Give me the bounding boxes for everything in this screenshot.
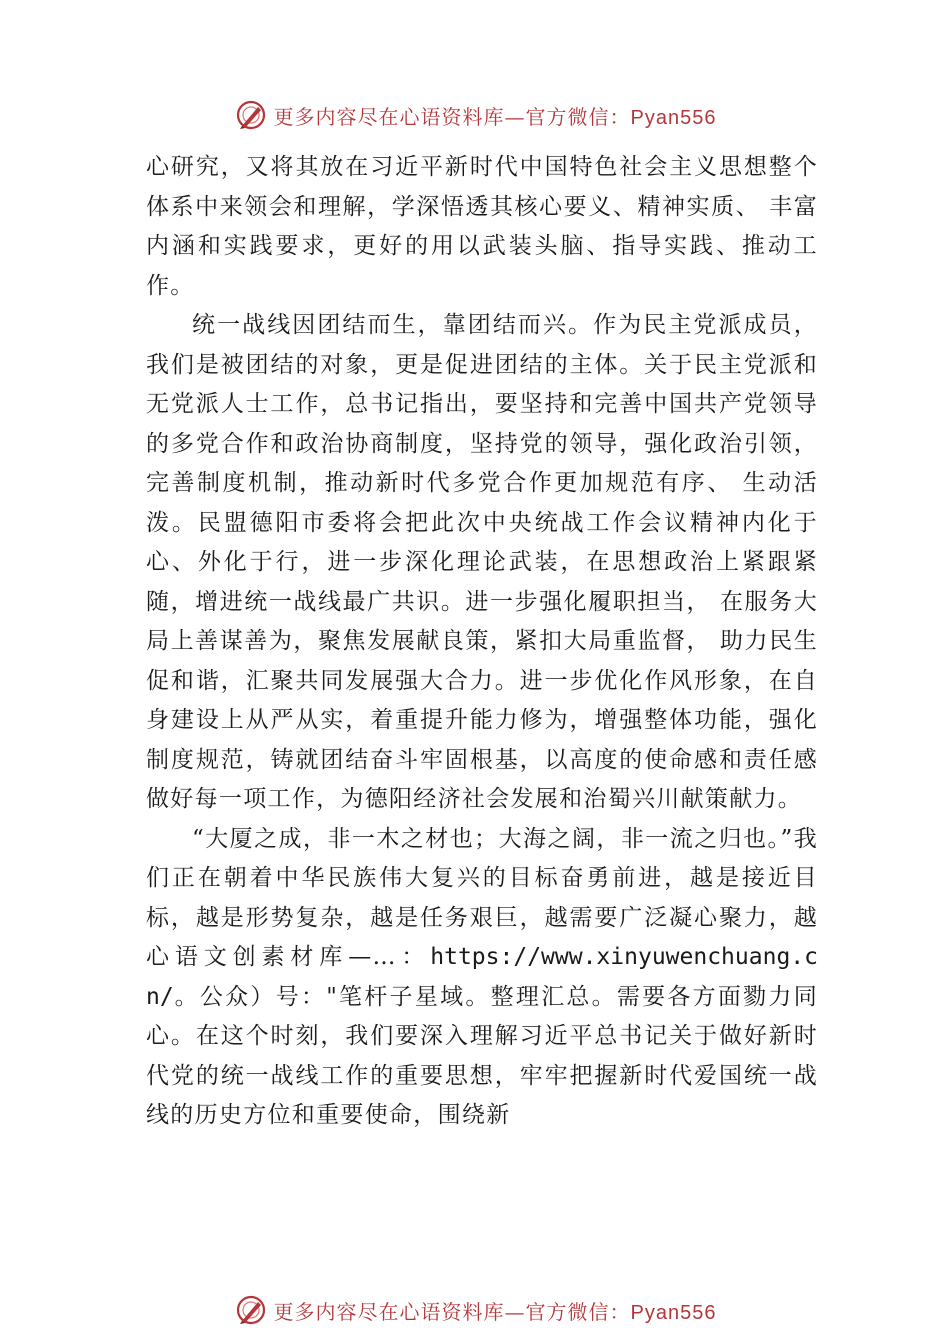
header-banner-wechat-id: Pyan556	[630, 106, 717, 129]
paragraph-3-part-c: 。公众）号："笔杆子星域。整理汇总。需要各方面勠力同心。在这个时刻，我们要深入理解习近平总书记关于做好新时代党的统一战线工作的重要思想，牢牢把握新时代爱国统一战线的历史方位和重要使命，围绕新	[146, 983, 818, 1128]
paragraph-3-part-b: 越心语文创素材库—…：	[146, 904, 818, 970]
pen-circle-logo-icon	[234, 98, 268, 132]
paragraph-3-part-a: “大厦之成，非一木之材也；大海之阔，非一流之归也。”我们正在朝着中华民族伟大复兴的目标奋勇前进，越是接近目标，越是形势复杂，越是任务艰巨，越需要广泛凝心聚力，	[146, 825, 818, 931]
header-banner-cn: 更多内容尽在心语资料库—官方微信：	[273, 104, 631, 129]
paragraph-2: 统一战线因团结而生，靠团结而兴。作为民主党派成员，我们是被团结的对象，更是促进团结的主体。关于民主党派和无党派人士工作，总书记指出，要坚持和完善中国共产党领导的多党合作和政治协商制度，坚持党的领导，强化政治引领，完善制度机制，推动新时代多党合作更加规范有序、 生动活泼。民盟德阳市委将会把此次中央统战工作会议精神内化于心、外化于行，进一步深化理论武装，在思想政治上紧跟紧随，增进统一战线最广共识。进一步强化履职担当， 在服务大局上善谋善为，聚焦发展献良策，紧扣大局重监督， 助力民生促和谐，汇聚共同发展强大合力。进一步优化作风形象，在自身建设上从严从实，着重提升能力修为，增强整体功能，强化制度规范，铸就团结奋斗牢固根基，以高度的使命感和责任感做好每一项工作，为德阳经济社会发展和治蜀兴川献策献力。	[146, 312, 818, 812]
document-body	[146, 148, 818, 1136]
footer-banner-wechat-id: Pyan556	[630, 1301, 717, 1324]
footer-banner-text	[274, 1296, 717, 1325]
header-banner	[0, 95, 950, 135]
footer-banner-cn: 更多内容尽在心语资料库—官方微信：	[273, 1299, 631, 1324]
paragraph-3	[146, 820, 818, 1136]
footer-banner	[0, 1290, 950, 1330]
header-banner-text	[274, 101, 717, 130]
paragraph-1: 心研究，又将其放在习近平新时代中国特色社会主义思想整个体系中来领会和理解，学深悟透其核心要义、精神实质、 丰富内涵和实践要求，更好的用以武装头脑、指导实践、推动工作。	[146, 154, 818, 299]
pen-circle-logo-icon	[234, 1293, 268, 1327]
watermark-url-link[interactable]: https://www.xinyuwenchuang.cn/	[146, 944, 818, 1010]
